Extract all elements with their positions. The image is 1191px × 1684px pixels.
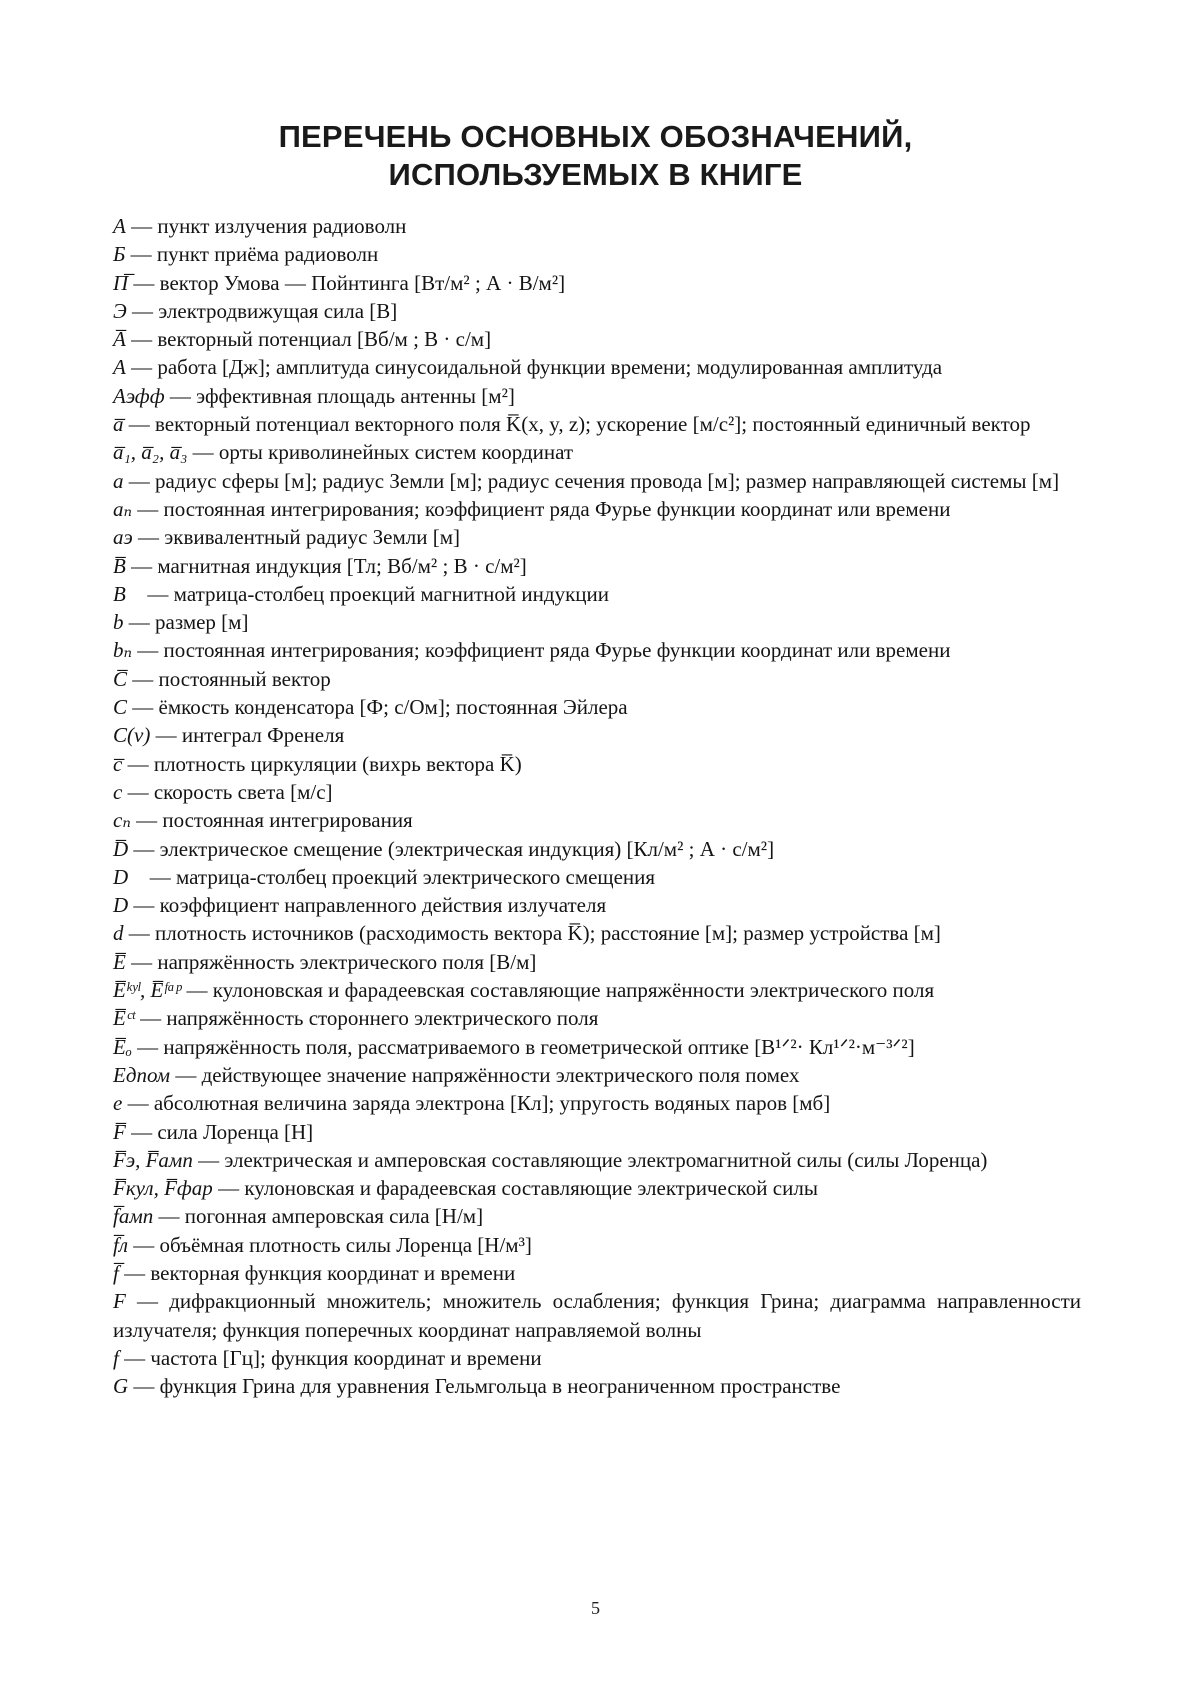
notation-definition: — векторный потенциал [Вб/м ; В · с/м] <box>125 327 492 352</box>
notation-entry <box>113 1174 1081 1202</box>
notation-symbol: E̅ₒ <box>113 1034 132 1059</box>
notation-entry <box>113 863 1081 891</box>
notation-entry <box>113 1033 1081 1061</box>
notation-entry <box>113 1118 1081 1146</box>
notation-definition: — интеграл Френеля <box>150 723 345 748</box>
notation-definition: — вектор Умова — Пойнтинга [Вт/м² ; А · В/м²] <box>128 270 566 295</box>
notation-symbol: a̅ <box>113 412 124 437</box>
notation-definition: — абсолютная величина заряда электрона [Кл]; упругость водяных паров [мб] <box>122 1091 831 1116</box>
notation-definition: — плотность циркуляции (вихрь вектора K̅) <box>122 751 522 776</box>
notation-definition: — постоянная интегрирования; коэффициент ряда Фурье функции координат или времени <box>132 496 951 521</box>
notation-symbol: aэ <box>113 525 133 550</box>
notation-definition: — плотность источников (расходимость вектора K̅); расстояние [м]; размер устройства [м] <box>123 921 941 946</box>
notation-definition: — ёмкость конденсатора [Ф; с/Ом]; постоянная Эйлера <box>127 695 628 720</box>
notation-definition: — векторная функция координат и времени <box>118 1260 516 1285</box>
notation-entry <box>113 1231 1081 1259</box>
notation-symbol: D⃗ <box>113 864 145 889</box>
notation-symbol: F <box>113 1289 126 1314</box>
notation-symbol: Aэфф <box>113 383 165 408</box>
notation-entry <box>113 467 1081 495</box>
notation-definition: — дифракционный множитель; множитель ослабления; функция Грина; диаграмма направленности излучателя; функция поперечных координат направляемой волны <box>113 1289 1081 1342</box>
notation-symbol: D̅ <box>113 836 129 861</box>
notation-symbol: E̅ <box>113 949 126 974</box>
notation-definition: — размер [м] <box>123 610 249 635</box>
notation-definition: — постоянная интегрирования; коэффициент ряда Фурье функции координат или времени <box>132 638 951 663</box>
notation-symbol: D <box>113 893 129 918</box>
notation-entry <box>113 608 1081 636</box>
notation-definition: — постоянная интегрирования <box>130 808 413 833</box>
notation-entry <box>113 410 1081 438</box>
notation-entry <box>113 1146 1081 1174</box>
notation-entry <box>113 382 1081 410</box>
notation-entry <box>113 1372 1081 1400</box>
notation-entry <box>113 297 1081 325</box>
notation-symbol: cₙ <box>113 808 131 833</box>
notation-definition: — пункт приёма радиоволн <box>125 242 379 267</box>
notation-definition: — объёмная плотность силы Лоренца [Н/м³] <box>128 1232 532 1257</box>
notation-symbol: f̅амп <box>113 1204 154 1229</box>
notation-symbol: C̅ <box>113 666 128 691</box>
notation-entry <box>113 919 1081 947</box>
notation-symbol: a <box>113 468 124 493</box>
notation-entry <box>113 523 1081 551</box>
notation-entry <box>113 693 1081 721</box>
notation-definition: — частота [Гц]; функция координат и времени <box>118 1345 542 1370</box>
notation-entry <box>113 778 1081 806</box>
page-title-line-1: ПЕРЕЧЕНЬ ОСНОВНЫХ ОБОЗНАЧЕНИЙ, <box>278 119 913 154</box>
notation-definition: — электродвижущая сила [В] <box>126 298 398 323</box>
notation-definition: — коэффициент направленного действия излучателя <box>128 893 607 918</box>
notation-symbol: aₙ <box>113 496 133 521</box>
notation-definition: — напряжённость электрического поля [В/м] <box>125 949 537 974</box>
notation-entry <box>113 269 1081 297</box>
notation-symbol: G <box>113 1374 129 1399</box>
notation-symbol: А <box>113 214 126 238</box>
page-title <box>0 118 1191 194</box>
notation-symbol: f̅ <box>113 1260 119 1285</box>
notation-definition: — электрическая и амперовская составляющие электромагнитной силы (силы Лоренца) <box>192 1147 988 1172</box>
notation-entry <box>113 721 1081 749</box>
notation-symbol: C(v) <box>113 723 151 748</box>
notation-definition: — кулоновская и фарадеевская составляющие электрической силы <box>212 1176 818 1201</box>
notation-definition: — эффективная площадь антенны [м²] <box>164 383 515 408</box>
notation-entry <box>113 495 1081 523</box>
notation-definition: — пункт излучения радиоволн <box>125 214 407 238</box>
notation-entry <box>113 1004 1081 1032</box>
notation-symbol: f <box>113 1345 119 1370</box>
notation-entry <box>113 806 1081 834</box>
notation-entry <box>113 1259 1081 1287</box>
notation-definition: — матрица-столбец проекций магнитной индукции <box>142 581 609 606</box>
notation-definition: — напряжённость поля, рассматриваемого в геометрической оптике [В¹ᐟ²· Кл¹ᐟ²·м⁻³ᐟ²] <box>131 1034 915 1059</box>
notation-definition: — эквивалентный радиус Земли [м] <box>132 525 461 550</box>
notation-entry <box>113 835 1081 863</box>
notation-definition: — постоянный вектор <box>127 666 331 691</box>
notation-entry <box>113 580 1081 608</box>
notation-definition: — работа [Дж]; амплитуда синусоидальной функции времени; модулированная амплитуда <box>125 355 943 380</box>
notation-definition: — скорость света [м/с] <box>122 779 333 804</box>
notation-entry <box>113 1344 1081 1372</box>
notation-definition: — матрица-столбец проекций электрического смещения <box>144 864 656 889</box>
notation-entry <box>113 948 1081 976</box>
notation-symbol: П̅ <box>113 270 129 295</box>
notation-symbol: F̅кул, F̅фар <box>113 1176 213 1201</box>
notation-definition: — погонная амперовская сила [Н/м] <box>153 1204 484 1229</box>
notation-definition: — действующее значение напряжённости электрического поля помех <box>170 1062 800 1087</box>
notation-entry <box>113 212 1081 240</box>
notation-symbol: bₙ <box>113 638 133 663</box>
notation-symbol: B̅ <box>113 553 126 578</box>
notation-symbol: C <box>113 695 128 720</box>
notation-entry <box>113 240 1081 268</box>
notation-definition: — сила Лоренца [Н] <box>125 1119 314 1144</box>
notation-definition: — кулоновская и фарадеевская составляющие напряжённости электрического поля <box>181 978 935 1003</box>
notation-definition: — магнитная индукция [Тл; Вб/м² ; В · с/м²] <box>125 553 527 578</box>
notation-entry <box>113 438 1081 466</box>
notation-entry <box>113 1202 1081 1230</box>
notation-definition: — радиус сферы [м]; радиус Земли [м]; радиус сечения провода [м]; размер направляющей системы [м] <box>123 468 1060 493</box>
notation-symbol: B⃗ <box>113 581 143 606</box>
notation-entry <box>113 665 1081 693</box>
notation-symbol: Б <box>113 242 126 267</box>
page-number: 5 <box>591 1598 600 1618</box>
notation-symbol: d <box>113 921 124 946</box>
page-title-line-2: ИСПОЛЬЗУЕМЫХ В КНИГЕ <box>388 157 803 192</box>
notation-entry <box>113 1061 1081 1089</box>
notation-definition: — электрическое смещение (электрическая индукция) [Кл/м² ; А · с/м²] <box>128 836 775 861</box>
notation-symbol: e <box>113 1091 123 1116</box>
notation-symbol: A <box>113 355 126 380</box>
notation-list <box>113 212 1081 1400</box>
notation-symbol: F̅э, F̅амп <box>113 1147 193 1172</box>
notation-entry <box>113 1089 1081 1117</box>
notation-entry <box>113 636 1081 664</box>
notation-symbol: F̅ <box>113 1119 126 1144</box>
notation-definition: — функция Грина для уравнения Гельмгольца в неограниченном пространстве <box>128 1374 841 1399</box>
notation-entry <box>113 353 1081 381</box>
notation-symbol: a̅₁, a̅₂, a̅₃ <box>113 440 188 465</box>
notation-symbol: c <box>113 779 123 804</box>
notation-entry <box>113 1287 1081 1344</box>
notation-symbol: Э <box>113 298 127 323</box>
notation-symbol: E̅ᵏʸˡ, E̅ᶠᵃᵖ <box>113 978 182 1003</box>
notation-entry <box>113 325 1081 353</box>
notation-entry <box>113 750 1081 778</box>
notation-entry <box>113 976 1081 1004</box>
notation-symbol: f̅л <box>113 1232 128 1257</box>
notation-entry <box>113 891 1081 919</box>
notation-definition: — напряжённость стороннего электрического поля <box>134 1006 599 1031</box>
notation-symbol: Eдпом <box>113 1062 171 1087</box>
notation-symbol: E̅ᶜᵗ <box>113 1006 135 1031</box>
notation-symbol: b <box>113 610 124 635</box>
notation-definition: — орты криволинейных систем координат <box>187 440 574 465</box>
notation-definition: — векторный потенциал векторного поля K̅(x, y, z); ускорение [м/с²]; постоянный единичный вектор <box>123 412 1031 437</box>
notation-symbol: A̅ <box>113 327 126 352</box>
notation-symbol: c̅ <box>113 751 123 776</box>
notation-entry <box>113 552 1081 580</box>
